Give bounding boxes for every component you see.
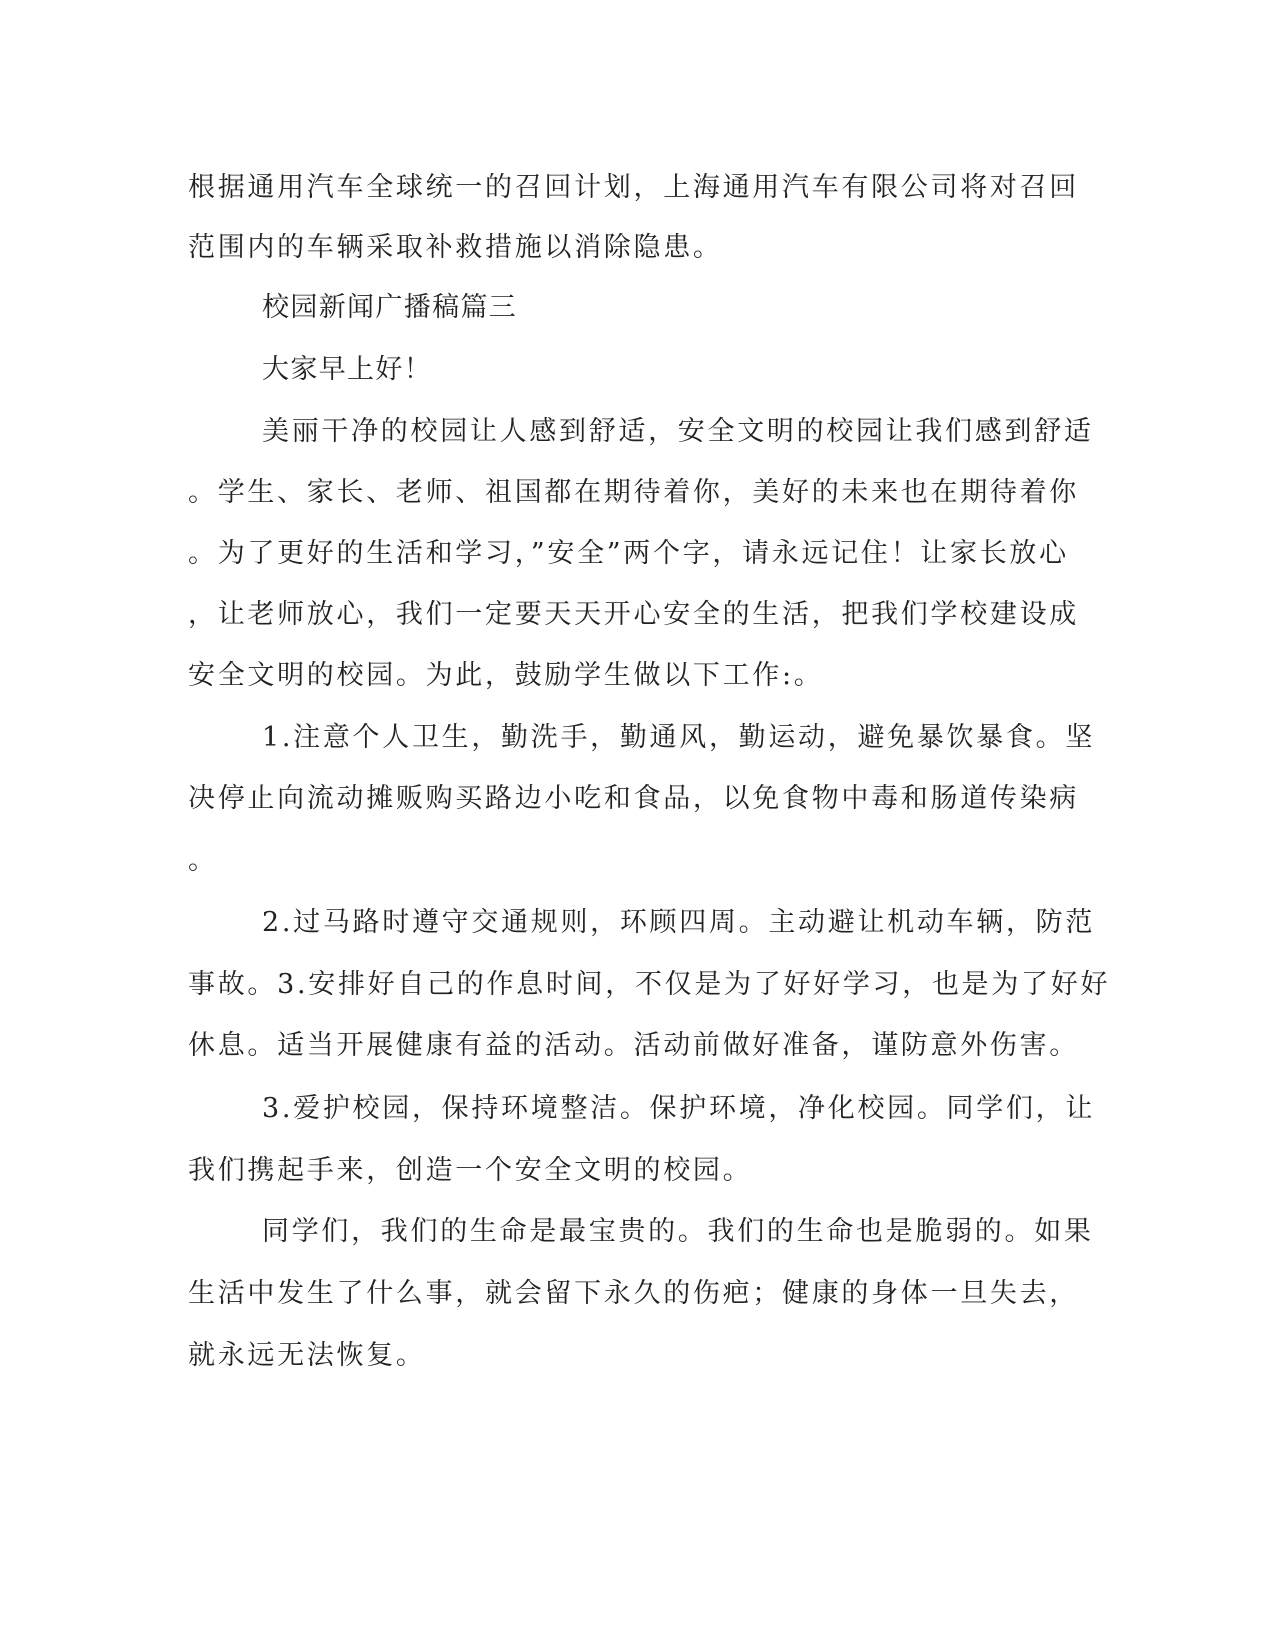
section-title: 校园新闻广播稿篇三 (262, 292, 518, 323)
paragraph-line: 休息。适当开展健康有益的活动。活动前做好准备，谨防意外伤害。 (188, 1030, 1079, 1061)
paragraph-line: 就永远无法恢复。 (188, 1340, 426, 1371)
paragraph-line: 安全文明的校园。为此，鼓励学生做以下工作:。 (188, 660, 824, 691)
paragraph-line: 同学们，我们的生命是最宝贵的。我们的生命也是脆弱的。如果 (262, 1216, 1094, 1247)
paragraph-line: 。学生、家长、老师、祖国都在期待着你，美好的未来也在期待着你 (188, 477, 1079, 508)
paragraph-line: ，让老师放心，我们一定要天天开心安全的生活，把我们学校建设成 (188, 599, 1079, 630)
paragraph-line: 。 (188, 845, 217, 876)
paragraph-line: 根据通用汽车全球统一的召回计划，上海通用汽车有限公司将对召回 (188, 172, 1079, 203)
paragraph-line: 范围内的车辆采取补救措施以消除隐患。 (188, 232, 723, 263)
list-item-3: 3.爱护校园，保持环境整洁。保护环境，净化校园。同学们，让 (262, 1093, 1096, 1124)
paragraph-line: 我们携起手来，创造一个安全文明的校园。 (188, 1155, 753, 1186)
list-item-2: 2.过马路时遵守交通规则，环顾四周。主动避让机动车辆，防范 (262, 907, 1096, 938)
paragraph-line: 。为了更好的生活和学习，”安全”两个字，请永远记住！让家长放心 (188, 538, 1069, 569)
paragraph-line: 生活中发生了什么事，就会留下永久的伤疤；健康的身体一旦失去， (188, 1278, 1079, 1309)
paragraph-line: 美丽干净的校园让人感到舒适，安全文明的校园让我们感到舒适 (262, 416, 1094, 447)
paragraph-line: 事故。3.安排好自己的作息时间，不仅是为了好好学习，也是为了好好 (188, 969, 1111, 1000)
greeting: 大家早上好！ (262, 354, 433, 385)
paragraph-line: 决停止向流动摊贩购买路边小吃和食品，以免食物中毒和肠道传染病 (188, 783, 1079, 814)
list-item-1: 1.注意个人卫生，勤洗手，勤通风，勤运动，避免暴饮暴食。坚 (262, 722, 1096, 753)
